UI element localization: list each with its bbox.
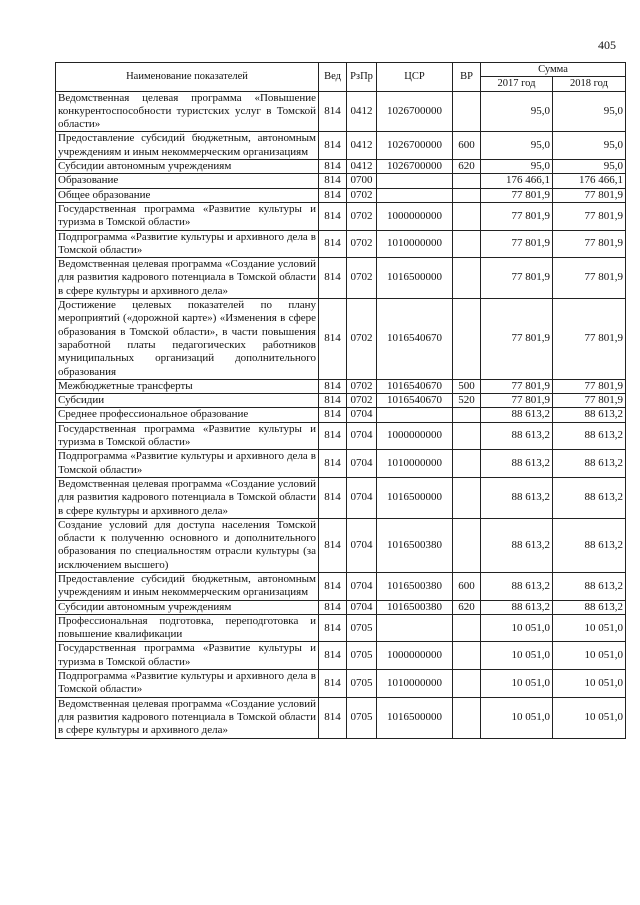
cell-sum-2018: 88 613,2 bbox=[553, 600, 626, 614]
cell-rzpr: 0702 bbox=[347, 379, 377, 393]
cell-sum-2018: 88 613,2 bbox=[553, 408, 626, 422]
cell-name: Предоставление субсидий бюджетным, автономным учреждениям и иным некоммерческим организациям bbox=[56, 572, 319, 600]
cell-csr: 1016500380 bbox=[377, 572, 453, 600]
cell-csr: 1000000000 bbox=[377, 642, 453, 670]
cell-sum-2018: 88 613,2 bbox=[553, 422, 626, 450]
header-vr: ВР bbox=[453, 63, 481, 92]
cell-csr: 1010000000 bbox=[377, 230, 453, 258]
cell-name: Подпрограмма «Развитие культуры и архивного дела в Томской области» bbox=[56, 230, 319, 258]
cell-ved: 814 bbox=[319, 394, 347, 408]
cell-csr: 1026700000 bbox=[377, 91, 453, 132]
cell-name: Ведомственная целевая программа «Повышение конкурентоспособности туристских услуг в Томской области» bbox=[56, 91, 319, 132]
cell-vr bbox=[453, 91, 481, 132]
cell-name: Государственная программа «Развитие культуры и туризма в Томской области» bbox=[56, 642, 319, 670]
cell-csr: 1000000000 bbox=[377, 422, 453, 450]
cell-vr: 600 bbox=[453, 572, 481, 600]
header-csr: ЦСР bbox=[377, 63, 453, 92]
table-row bbox=[56, 518, 626, 572]
cell-csr: 1016540670 bbox=[377, 299, 453, 380]
table-row bbox=[56, 258, 626, 299]
cell-ved: 814 bbox=[319, 160, 347, 174]
cell-sum-2018: 77 801,9 bbox=[553, 394, 626, 408]
cell-name: Межбюджетные трансферты bbox=[56, 379, 319, 393]
cell-rzpr: 0705 bbox=[347, 614, 377, 642]
cell-csr bbox=[377, 614, 453, 642]
cell-csr: 1010000000 bbox=[377, 670, 453, 698]
cell-csr: 1016500380 bbox=[377, 600, 453, 614]
cell-sum-2017: 10 051,0 bbox=[481, 697, 553, 738]
cell-rzpr: 0412 bbox=[347, 132, 377, 160]
cell-ved: 814 bbox=[319, 230, 347, 258]
cell-sum-2017: 77 801,9 bbox=[481, 188, 553, 202]
cell-csr: 1016500000 bbox=[377, 697, 453, 738]
cell-ved: 814 bbox=[319, 614, 347, 642]
cell-ved: 814 bbox=[319, 174, 347, 188]
cell-name: Создание условий для доступа населения Томской области к полученню основного и дополнительного образования по специальностям отрасли культуры (за исключением высшего) bbox=[56, 518, 319, 572]
cell-sum-2018: 77 801,9 bbox=[553, 299, 626, 380]
table-row bbox=[56, 600, 626, 614]
cell-ved: 814 bbox=[319, 518, 347, 572]
cell-vr bbox=[453, 299, 481, 380]
cell-vr bbox=[453, 188, 481, 202]
cell-rzpr: 0705 bbox=[347, 697, 377, 738]
cell-csr: 1000000000 bbox=[377, 202, 453, 230]
cell-csr: 1026700000 bbox=[377, 160, 453, 174]
cell-sum-2018: 176 466,1 bbox=[553, 174, 626, 188]
cell-sum-2017: 77 801,9 bbox=[481, 299, 553, 380]
cell-sum-2018: 10 051,0 bbox=[553, 614, 626, 642]
cell-rzpr: 0704 bbox=[347, 477, 377, 518]
cell-ved: 814 bbox=[319, 422, 347, 450]
cell-sum-2018: 10 051,0 bbox=[553, 642, 626, 670]
header-2018: 2018 год bbox=[553, 77, 626, 91]
cell-csr bbox=[377, 174, 453, 188]
cell-name: Достижение целевых показателей по плану мероприятий («дорожной карте») «Изменения в сфере образования в Томской области», в части повышения заработной платы педагогических работников муниципальных организаций дополнительного образования bbox=[56, 299, 319, 380]
cell-rzpr: 0705 bbox=[347, 642, 377, 670]
cell-sum-2018: 88 613,2 bbox=[553, 518, 626, 572]
cell-sum-2018: 95,0 bbox=[553, 132, 626, 160]
cell-name: Субсидии автономным учреждениям bbox=[56, 160, 319, 174]
cell-rzpr: 0702 bbox=[347, 299, 377, 380]
cell-rzpr: 0704 bbox=[347, 450, 377, 478]
cell-csr: 1016500380 bbox=[377, 518, 453, 572]
cell-vr bbox=[453, 258, 481, 299]
page-number: 405 bbox=[598, 38, 616, 52]
cell-ved: 814 bbox=[319, 450, 347, 478]
cell-ved: 814 bbox=[319, 697, 347, 738]
cell-ved: 814 bbox=[319, 572, 347, 600]
cell-sum-2018: 77 801,9 bbox=[553, 258, 626, 299]
table-row bbox=[56, 132, 626, 160]
cell-name: Профессиональная подготовка, переподготовка и повышение квалификации bbox=[56, 614, 319, 642]
cell-ved: 814 bbox=[319, 188, 347, 202]
cell-csr: 1010000000 bbox=[377, 450, 453, 478]
cell-name: Ведомственная целевая программа «Создание условий для развития кадрового потенциала в Томской области в сфере культуры и архивного дела» bbox=[56, 258, 319, 299]
cell-rzpr: 0704 bbox=[347, 600, 377, 614]
cell-vr bbox=[453, 174, 481, 188]
cell-sum-2017: 88 613,2 bbox=[481, 477, 553, 518]
table-row bbox=[56, 379, 626, 393]
cell-sum-2017: 77 801,9 bbox=[481, 258, 553, 299]
cell-rzpr: 0702 bbox=[347, 394, 377, 408]
cell-vr bbox=[453, 614, 481, 642]
table-row bbox=[56, 91, 626, 132]
cell-vr: 620 bbox=[453, 600, 481, 614]
cell-sum-2017: 88 613,2 bbox=[481, 572, 553, 600]
table-row bbox=[56, 614, 626, 642]
cell-name: Ведомственная целевая программа «Создание условий для развития кадрового потенциала в Томской области в сфере культуры и архивного дела» bbox=[56, 697, 319, 738]
cell-name: Подпрограмма «Развитие культуры и архивного дела в Томской области» bbox=[56, 670, 319, 698]
cell-name: Образование bbox=[56, 174, 319, 188]
cell-csr: 1016540670 bbox=[377, 379, 453, 393]
cell-vr: 500 bbox=[453, 379, 481, 393]
cell-ved: 814 bbox=[319, 379, 347, 393]
cell-rzpr: 0702 bbox=[347, 188, 377, 202]
cell-vr bbox=[453, 670, 481, 698]
cell-rzpr: 0702 bbox=[347, 230, 377, 258]
cell-sum-2018: 77 801,9 bbox=[553, 230, 626, 258]
cell-sum-2017: 88 613,2 bbox=[481, 600, 553, 614]
cell-vr bbox=[453, 450, 481, 478]
cell-rzpr: 0704 bbox=[347, 422, 377, 450]
cell-ved: 814 bbox=[319, 600, 347, 614]
cell-sum-2017: 77 801,9 bbox=[481, 202, 553, 230]
cell-rzpr: 0705 bbox=[347, 670, 377, 698]
table-row bbox=[56, 202, 626, 230]
cell-sum-2017: 176 466,1 bbox=[481, 174, 553, 188]
table-row bbox=[56, 422, 626, 450]
cell-sum-2017: 88 613,2 bbox=[481, 518, 553, 572]
header-name: Наименование показателей bbox=[56, 63, 319, 92]
cell-vr: 520 bbox=[453, 394, 481, 408]
cell-vr bbox=[453, 422, 481, 450]
budget-table bbox=[55, 62, 626, 739]
table-row bbox=[56, 230, 626, 258]
cell-vr bbox=[453, 477, 481, 518]
table-row bbox=[56, 697, 626, 738]
table-row bbox=[56, 642, 626, 670]
cell-sum-2018: 88 613,2 bbox=[553, 572, 626, 600]
cell-sum-2018: 95,0 bbox=[553, 91, 626, 132]
cell-csr: 1016540670 bbox=[377, 394, 453, 408]
cell-ved: 814 bbox=[319, 132, 347, 160]
cell-rzpr: 0704 bbox=[347, 572, 377, 600]
cell-name: Ведомственная целевая программа «Создание условий для развития кадрового потенциала в Томской области в сфере культуры и архивного дела» bbox=[56, 477, 319, 518]
cell-sum-2017: 10 051,0 bbox=[481, 642, 553, 670]
cell-vr: 600 bbox=[453, 132, 481, 160]
cell-sum-2018: 95,0 bbox=[553, 160, 626, 174]
cell-name: Среднее профессиональное образование bbox=[56, 408, 319, 422]
cell-ved: 814 bbox=[319, 91, 347, 132]
cell-sum-2018: 77 801,9 bbox=[553, 379, 626, 393]
cell-sum-2018: 10 051,0 bbox=[553, 670, 626, 698]
cell-sum-2017: 88 613,2 bbox=[481, 408, 553, 422]
cell-name: Субсидии автономным учреждениям bbox=[56, 600, 319, 614]
table-row bbox=[56, 174, 626, 188]
cell-name: Предоставление субсидий бюджетным, автономным учреждениям и иным некоммерческим организациям bbox=[56, 132, 319, 160]
table-row bbox=[56, 477, 626, 518]
cell-ved: 814 bbox=[319, 258, 347, 299]
cell-ved: 814 bbox=[319, 642, 347, 670]
cell-csr bbox=[377, 408, 453, 422]
cell-rzpr: 0704 bbox=[347, 518, 377, 572]
cell-ved: 814 bbox=[319, 408, 347, 422]
cell-rzpr: 0702 bbox=[347, 258, 377, 299]
table-row bbox=[56, 670, 626, 698]
cell-vr bbox=[453, 697, 481, 738]
cell-name: Подпрограмма «Развитие культуры и архивного дела в Томской области» bbox=[56, 450, 319, 478]
header-2017: 2017 год bbox=[481, 77, 553, 91]
cell-ved: 814 bbox=[319, 477, 347, 518]
cell-rzpr: 0412 bbox=[347, 91, 377, 132]
cell-sum-2017: 88 613,2 bbox=[481, 450, 553, 478]
cell-rzpr: 0412 bbox=[347, 160, 377, 174]
cell-vr bbox=[453, 642, 481, 670]
cell-sum-2017: 10 051,0 bbox=[481, 614, 553, 642]
table-row bbox=[56, 450, 626, 478]
cell-sum-2017: 10 051,0 bbox=[481, 670, 553, 698]
cell-vr bbox=[453, 230, 481, 258]
cell-sum-2018: 88 613,2 bbox=[553, 450, 626, 478]
cell-csr: 1016500000 bbox=[377, 258, 453, 299]
cell-vr bbox=[453, 518, 481, 572]
cell-sum-2017: 95,0 bbox=[481, 160, 553, 174]
cell-name: Общее образование bbox=[56, 188, 319, 202]
cell-sum-2018: 88 613,2 bbox=[553, 477, 626, 518]
table-row bbox=[56, 394, 626, 408]
cell-sum-2017: 77 801,9 bbox=[481, 230, 553, 258]
cell-vr bbox=[453, 408, 481, 422]
cell-ved: 814 bbox=[319, 202, 347, 230]
table-row bbox=[56, 299, 626, 380]
cell-sum-2018: 77 801,9 bbox=[553, 188, 626, 202]
header-rzpr: РзПр bbox=[347, 63, 377, 92]
cell-rzpr: 0700 bbox=[347, 174, 377, 188]
table-row bbox=[56, 408, 626, 422]
cell-rzpr: 0702 bbox=[347, 202, 377, 230]
cell-sum-2017: 95,0 bbox=[481, 132, 553, 160]
header-sum: Сумма bbox=[481, 63, 626, 77]
table-row bbox=[56, 572, 626, 600]
cell-sum-2017: 77 801,9 bbox=[481, 379, 553, 393]
cell-rzpr: 0704 bbox=[347, 408, 377, 422]
header-row bbox=[56, 63, 626, 77]
cell-csr: 1016500000 bbox=[377, 477, 453, 518]
cell-name: Государственная программа «Развитие культуры и туризма в Томской области» bbox=[56, 202, 319, 230]
cell-sum-2017: 95,0 bbox=[481, 91, 553, 132]
cell-sum-2018: 10 051,0 bbox=[553, 697, 626, 738]
cell-name: Субсидии bbox=[56, 394, 319, 408]
cell-csr bbox=[377, 188, 453, 202]
cell-ved: 814 bbox=[319, 299, 347, 380]
table-row bbox=[56, 160, 626, 174]
cell-sum-2017: 88 613,2 bbox=[481, 422, 553, 450]
header-ved: Вед bbox=[319, 63, 347, 92]
cell-vr: 620 bbox=[453, 160, 481, 174]
cell-sum-2017: 77 801,9 bbox=[481, 394, 553, 408]
cell-vr bbox=[453, 202, 481, 230]
cell-sum-2018: 77 801,9 bbox=[553, 202, 626, 230]
cell-ved: 814 bbox=[319, 670, 347, 698]
table-row bbox=[56, 188, 626, 202]
cell-name: Государственная программа «Развитие культуры и туризма в Томской области» bbox=[56, 422, 319, 450]
cell-csr: 1026700000 bbox=[377, 132, 453, 160]
